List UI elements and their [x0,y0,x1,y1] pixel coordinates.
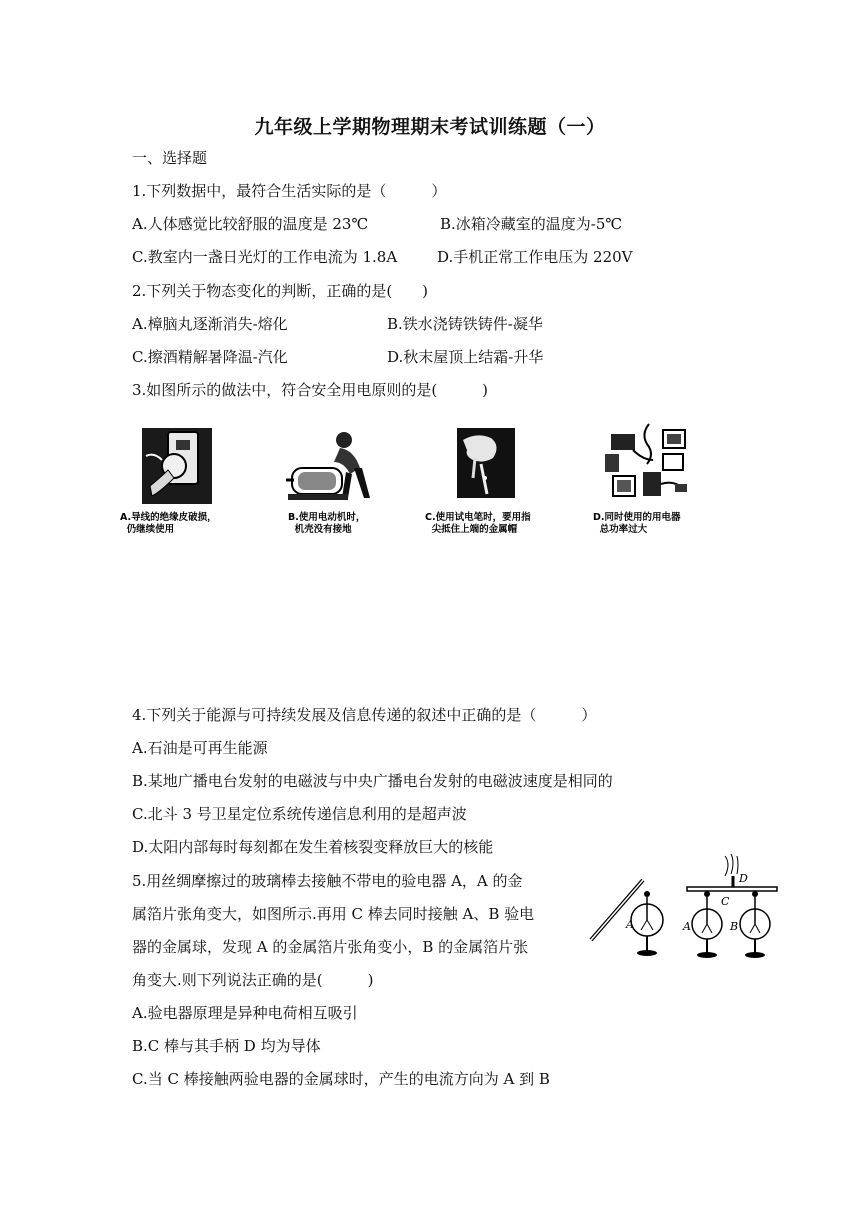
q5-option-a: A.验电器原理是异种电荷相互吸引 [132,1004,358,1022]
label-c: C [721,895,730,908]
q5-electroscope-figure [585,850,780,965]
q4-option-b: B.某地广播电台发射的电磁波与中央广播电台发射的电磁波速度是相同的 [132,772,613,790]
q4-option-c: C.北斗 3 号卫星定位系统传递信息利用的是超声波 [132,805,467,823]
q5-stem-line-1: 5.用丝绸摩擦过的玻璃棒去接触不带电的验电器 A，A 的金 [132,872,523,890]
q1-option-c: C.教室内一盏日光灯的工作电流为 1.8A [132,248,398,266]
q2-option-a: A.樟脑丸逐渐消失-熔化 [132,315,288,333]
q4-stem: 4.下列关于能源与可持续发展及信息传递的叙述中正确的是（ ） [132,706,597,724]
section-heading: 一、选择题 [132,149,208,167]
q5-stem-line-3: 器的金属球，发现 A 的金属箔片张角变小，B 的金属箔片张 [132,938,529,956]
q3-figure-a [140,426,215,506]
q3-figure-d [603,420,693,504]
label-b: B [730,920,739,933]
q3-figure-b [284,428,379,504]
q1-stem: 1.下列数据中，最符合生活实际的是（ ） [132,182,447,200]
label-a2: A [683,920,691,933]
q3-stem: 3.如图所示的做法中，符合安全用电原则的是( ) [132,381,489,399]
q1-option-d: D.手机正常工作电压为 220V [437,248,633,266]
q5-option-c: C.当 C 棒接触两验电器的金属球时，产生的电流方向为 A 到 B [132,1070,550,1088]
q2-option-c: C.擦酒精解暑降温-汽化 [132,348,288,366]
label-d: D [739,872,748,885]
q2-stem: 2.下列关于物态变化的判断，正确的是( ) [132,282,429,300]
q3-figure-c [457,428,515,500]
q1-option-a: A.人体感觉比较舒服的温度是 23℃ [132,215,369,233]
q4-option-a: A.石油是可再生能源 [132,739,268,757]
q3-figure-d-caption: D.同时使用的用电器 总功率过大 [593,512,681,535]
q3-figure-c-caption: C.使用试电笔时，要用指 尖抵住上端的金属帽 [425,512,531,535]
label-a1: A [626,918,634,931]
q2-option-b: B.铁水浇铸铁铸件-凝华 [387,315,543,333]
page-title: 九年级上学期物理期末考试训练题（一） [254,116,606,138]
q2-option-d: D.秋末屋顶上结霜-升华 [387,348,544,366]
q4-option-d: D.太阳内部每时每刻都在发生着核裂变释放巨大的核能 [132,838,494,856]
q1-option-b: B.冰箱冷藏室的温度为-5℃ [440,215,623,233]
q5-stem-line-4: 角变大.则下列说法正确的是( ) [132,971,374,989]
q5-stem-line-2: 属箔片张角变大，如图所示.再用 C 棒去同时接触 A、B 验电 [132,905,535,923]
q3-figure-a-caption: A.导线的绝缘皮破损， 仍继续使用 [120,512,217,535]
q5-option-b: B.C 棒与其手柄 D 均为导体 [132,1037,321,1055]
q3-figure-b-caption: B.使用电动机时， 机壳没有接地 [288,512,366,535]
